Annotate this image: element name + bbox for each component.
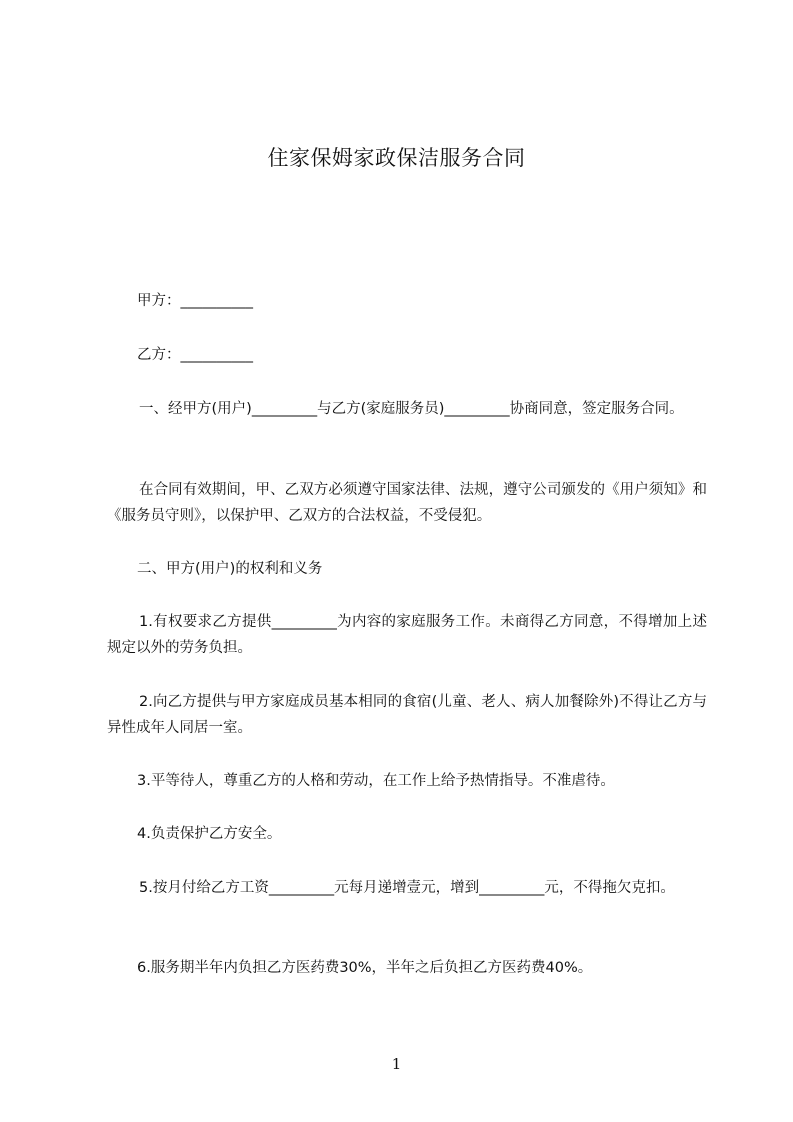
clause-1: 一、经甲方(用户)_________与乙方(家庭服务员)_________协商同意，签定服务合同。: [139, 401, 684, 417]
list-item-3: 3.平等待人，尊重乙方的人格和劳动，在工作上给予热情指导。不准虐待。: [137, 773, 615, 789]
list-item-4: 4.负责保护乙方安全。: [137, 826, 282, 842]
section-2-heading: 二、甲方(用户)的权利和义务: [137, 561, 323, 577]
list-item-2: 2.向乙方提供与甲方家庭成员基本相同的食宿(儿童、老人、病人加餐除外)不得让乙方与异性成年人同居一室。: [107, 694, 707, 736]
party-a-line: 甲方：__________: [137, 293, 253, 309]
list-item-6: 6.服务期半年内负担乙方医药费30%，半年之后负担乙方医药费40%。: [137, 960, 593, 976]
list-item-1: 1.有权要求乙方提供_________为内容的家庭服务工作。未商得乙方同意，不得增加上述规定以外的劳务负担。: [107, 614, 707, 656]
page-number: 1: [391, 1055, 402, 1073]
paragraph-validity: 在合同有效期间，甲、乙双方必须遵守国家法律、法规，遵守公司颁发的《用户须知》和《服务员守则》，以保护甲、乙双方的合法权益，不受侵犯。: [107, 482, 707, 524]
document-title: 住家保姆家政保洁服务合同: [267, 146, 526, 170]
party-b-line: 乙方：__________: [137, 347, 253, 363]
list-item-5: 5.按月付给乙方工资_________元每月递增壹元，增到_________元，不得拖欠克扣。: [139, 880, 675, 896]
